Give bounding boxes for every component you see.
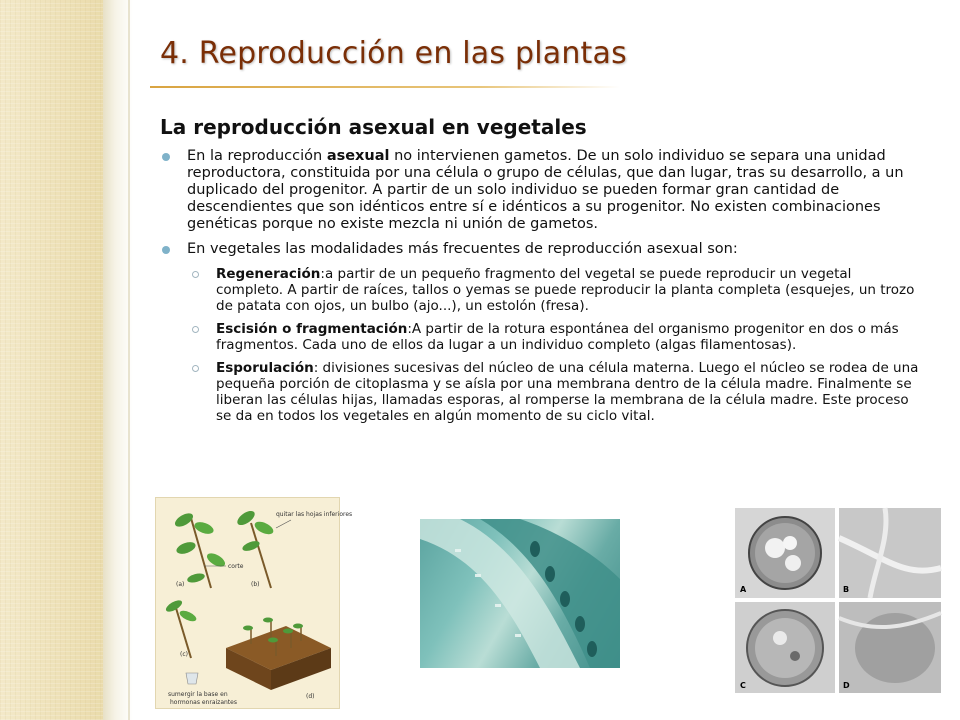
algae-drawing — [420, 519, 620, 668]
slide-title: 4. Reproducción en las plantas — [160, 36, 627, 71]
micro-label-d: D — [843, 681, 850, 690]
micro-label-b: B — [843, 585, 850, 594]
bullet-icon — [162, 153, 170, 161]
micro-label-a: A — [740, 585, 747, 594]
label-sumergir-2: hormonas enraizantes — [170, 699, 237, 706]
band-divider — [128, 0, 130, 720]
subitem-text — [216, 321, 920, 353]
sub-bullet-icon — [192, 365, 199, 372]
bullet-icon — [162, 246, 170, 254]
subitem-term: Escisión o fragmentación — [216, 321, 408, 337]
slide-subtitle: La reproducción asexual en vegetales — [160, 115, 587, 139]
spores-micrographs — [735, 508, 941, 693]
label-sumergir-1: sumergir la base en — [168, 691, 228, 698]
subitem-text — [216, 360, 920, 424]
bullet-text — [187, 148, 920, 233]
algae-micrograph — [420, 519, 620, 668]
cuttings-illustration — [155, 497, 353, 709]
label-b: (b) — [251, 581, 260, 588]
sub-bullet-icon — [192, 326, 199, 333]
subitem-body: : divisiones sucesivas del núcleo de una célula materna. Luego el núcleo se rodea de una pequeña porción de citoplasma y se aísla por una membrana dentro de la célula madre. Finalmente se liberan las células hijas, llamadas esporas, al romperse la membrana de la célula madre. Este proceso se da en todos los vegetales en algún momento de su ciclo vital. — [216, 360, 919, 424]
bullet-text: En vegetales las modalidades más frecuentes de reproducción asexual son: — [187, 241, 738, 257]
title-underline — [150, 86, 620, 88]
sub-bullet-icon — [192, 271, 199, 278]
subitem-body: :A partir de la rotura espontánea del organismo progenitor en dos o más fragmentos. Cada uno de ellos da lugar a un individuo completo (algas filamentosas). — [216, 321, 899, 353]
left-decorative-band — [0, 0, 103, 720]
spores-drawing — [735, 508, 941, 693]
bullet-modalities — [160, 241, 920, 258]
micro-label-c: C — [740, 681, 746, 690]
subitem-esporulacion — [160, 360, 920, 424]
slide-content — [160, 148, 920, 431]
subitem-term: Regeneración — [216, 266, 321, 282]
label-c: (c) — [180, 651, 188, 658]
subitem-text — [216, 266, 920, 314]
bullet-text-pre: En la reproducción — [187, 148, 327, 164]
label-corte: corte — [228, 563, 244, 570]
label-quitar: quitar las hojas inferiores — [276, 511, 353, 518]
label-d: (d) — [306, 693, 315, 700]
subitem-body: :a partir de un pequeño fragmento del vegetal se puede reproducir un vegetal completo. A partir de raíces, tallos o yemas se puede reproducir la planta completa (esquejes, un trozo de patata con ojos, un bulbo (ajo...), un estolón (fresa). — [216, 266, 915, 314]
subitem-term: Esporulación — [216, 360, 314, 376]
bullet-asexual-definition — [160, 148, 920, 233]
cuttings-drawing — [156, 498, 353, 708]
bullet-text-bold: asexual — [326, 148, 390, 164]
subitem-regeneracion — [160, 266, 920, 314]
label-a: (a) — [176, 581, 185, 588]
subitem-escision — [160, 321, 920, 353]
bullet-text-post: no intervienen gametos. De un solo individuo se separa una unidad reproductora, constituida por una célula o grupo de células, que dan lugar, tras su desarrollo, a un duplicado del progenitor. A partir de un solo individuo se pueden formar gran cantidad de descendientes que son idénticos entre sí e idénticos a su progenitor. No existen combinaciones genéticas porque no existe mezcla ni unión de gametos. — [187, 148, 904, 232]
